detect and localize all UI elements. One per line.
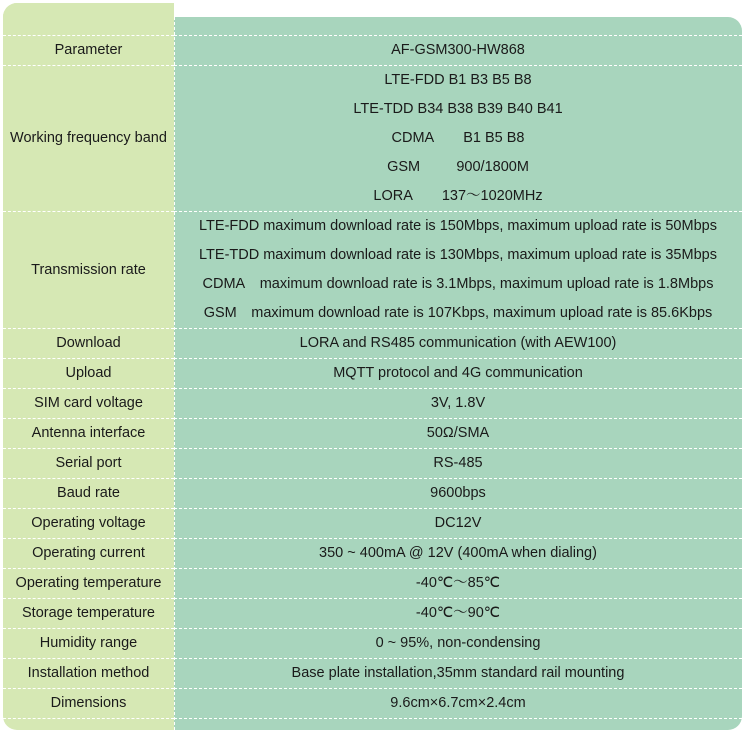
table-row bbox=[3, 212, 742, 329]
parameter-value-cell bbox=[174, 419, 742, 449]
table-row bbox=[3, 419, 742, 449]
parameter-value: CDMA maximum download rate is 3.1Mbps, maximum upload rate is 1.8Mbps bbox=[202, 276, 714, 292]
parameter-value: DC12V bbox=[434, 515, 482, 531]
parameter-label-cell bbox=[3, 212, 174, 329]
parameter-value: AF-GSM300-HW868 bbox=[391, 42, 525, 58]
parameter-value: LORA and RS485 communication (with AEW100) bbox=[299, 335, 617, 351]
parameter-value: 0 ~ 95%, non-condensing bbox=[375, 635, 541, 651]
table-row bbox=[3, 689, 742, 719]
parameter-value-cell bbox=[174, 569, 742, 599]
parameter-value-cell bbox=[174, 629, 742, 659]
parameter-label: Operating current bbox=[32, 545, 145, 561]
parameter-value: -40℃～85℃ bbox=[415, 575, 501, 591]
parameter-label-cell bbox=[3, 569, 174, 599]
table-row bbox=[3, 569, 742, 599]
parameter-value-cell bbox=[174, 689, 742, 719]
parameter-label: Working frequency band bbox=[10, 130, 167, 146]
table-row bbox=[3, 66, 742, 212]
parameter-value: LTE-TDD B34 B38 B39 B40 B41 bbox=[353, 101, 563, 117]
parameter-value: 350 ~ 400mA @ 12V (400mA when dialing) bbox=[319, 545, 597, 561]
parameter-label: Upload bbox=[65, 365, 112, 381]
parameter-label: Serial port bbox=[55, 455, 122, 471]
parameter-label-cell bbox=[3, 389, 174, 419]
parameter-label: Installation method bbox=[27, 665, 150, 681]
table-row bbox=[3, 449, 742, 479]
parameter-value-cell bbox=[174, 212, 742, 329]
parameter-value-cell bbox=[174, 599, 742, 629]
parameter-label-cell bbox=[3, 539, 174, 569]
parameter-value: LTE-TDD maximum download rate is 130Mbps, maximum upload rate is 35Mbps bbox=[199, 247, 717, 263]
parameter-value: LTE-FDD maximum download rate is 150Mbps, maximum upload rate is 50Mbps bbox=[199, 218, 717, 234]
table-row bbox=[3, 479, 742, 509]
parameter-label: Transmission rate bbox=[31, 261, 146, 278]
parameter-value: 50Ω/SMA bbox=[426, 425, 490, 441]
parameter-label: Operating voltage bbox=[31, 515, 146, 531]
parameter-value-cell bbox=[174, 66, 742, 212]
table-row bbox=[3, 329, 742, 359]
table-row bbox=[3, 599, 742, 629]
parameter-value-cell bbox=[174, 389, 742, 419]
table-row bbox=[3, 36, 742, 66]
parameter-value: Base plate installation,35mm standard rail mounting bbox=[291, 665, 625, 681]
parameter-label-cell bbox=[3, 629, 174, 659]
parameter-label: Storage temperature bbox=[22, 605, 155, 621]
table-row bbox=[3, 509, 742, 539]
parameter-value-cell bbox=[174, 659, 742, 689]
parameter-value: -40℃～90℃ bbox=[415, 605, 501, 621]
parameter-label-cell bbox=[3, 66, 174, 212]
parameter-value: RS-485 bbox=[433, 455, 483, 471]
parameter-label: Dimensions bbox=[50, 695, 127, 711]
parameter-label: Download bbox=[56, 335, 121, 351]
spec-table-body bbox=[3, 36, 742, 719]
parameter-value: LORA 137～1020MHz bbox=[373, 188, 543, 204]
column-separator bbox=[174, 17, 175, 730]
parameter-value: GSM maximum download rate is 107Kbps, maximum upload rate is 85.6Kbps bbox=[203, 305, 713, 321]
parameter-label-cell bbox=[3, 689, 174, 719]
parameter-label-cell bbox=[3, 359, 174, 389]
parameter-value: 9600bps bbox=[430, 485, 486, 501]
spec-table bbox=[3, 35, 742, 719]
parameter-label-cell bbox=[3, 36, 174, 66]
parameter-label: Operating temperature bbox=[15, 575, 162, 591]
parameter-label-cell bbox=[3, 659, 174, 689]
parameter-label: Antenna interface bbox=[31, 425, 146, 441]
table-row bbox=[3, 389, 742, 419]
parameter-label: Parameter bbox=[54, 42, 123, 58]
parameter-label-cell bbox=[3, 329, 174, 359]
parameter-value: LTE-FDD B1 B3 B5 B8 bbox=[384, 72, 532, 88]
table-row bbox=[3, 659, 742, 689]
spec-card bbox=[3, 3, 742, 730]
parameter-value-cell bbox=[174, 539, 742, 569]
parameter-value: MQTT protocol and 4G communication bbox=[333, 365, 583, 381]
parameter-label-cell bbox=[3, 449, 174, 479]
parameter-value-cell bbox=[174, 449, 742, 479]
parameter-value-cell bbox=[174, 509, 742, 539]
parameter-value-cell bbox=[174, 359, 742, 389]
parameter-value-cell bbox=[174, 479, 742, 509]
parameter-label: Humidity range bbox=[39, 635, 138, 651]
parameter-value-cell bbox=[174, 329, 742, 359]
label-column-tab bbox=[3, 3, 174, 29]
parameter-value: GSM 900/1800M bbox=[387, 159, 529, 175]
parameter-value-cell bbox=[174, 36, 742, 66]
parameter-label-cell bbox=[3, 419, 174, 449]
parameter-label-cell bbox=[3, 479, 174, 509]
parameter-label: SIM card voltage bbox=[34, 395, 143, 411]
parameter-value: 9.6cm×6.7cm×2.4cm bbox=[390, 695, 526, 711]
table-row bbox=[3, 629, 742, 659]
parameter-value: 3V, 1.8V bbox=[430, 395, 486, 411]
table-row bbox=[3, 359, 742, 389]
parameter-value: CDMA B1 B5 B8 bbox=[391, 130, 525, 146]
parameter-label: Baud rate bbox=[57, 485, 120, 501]
parameter-label-cell bbox=[3, 509, 174, 539]
parameter-label-cell bbox=[3, 599, 174, 629]
table-row bbox=[3, 539, 742, 569]
